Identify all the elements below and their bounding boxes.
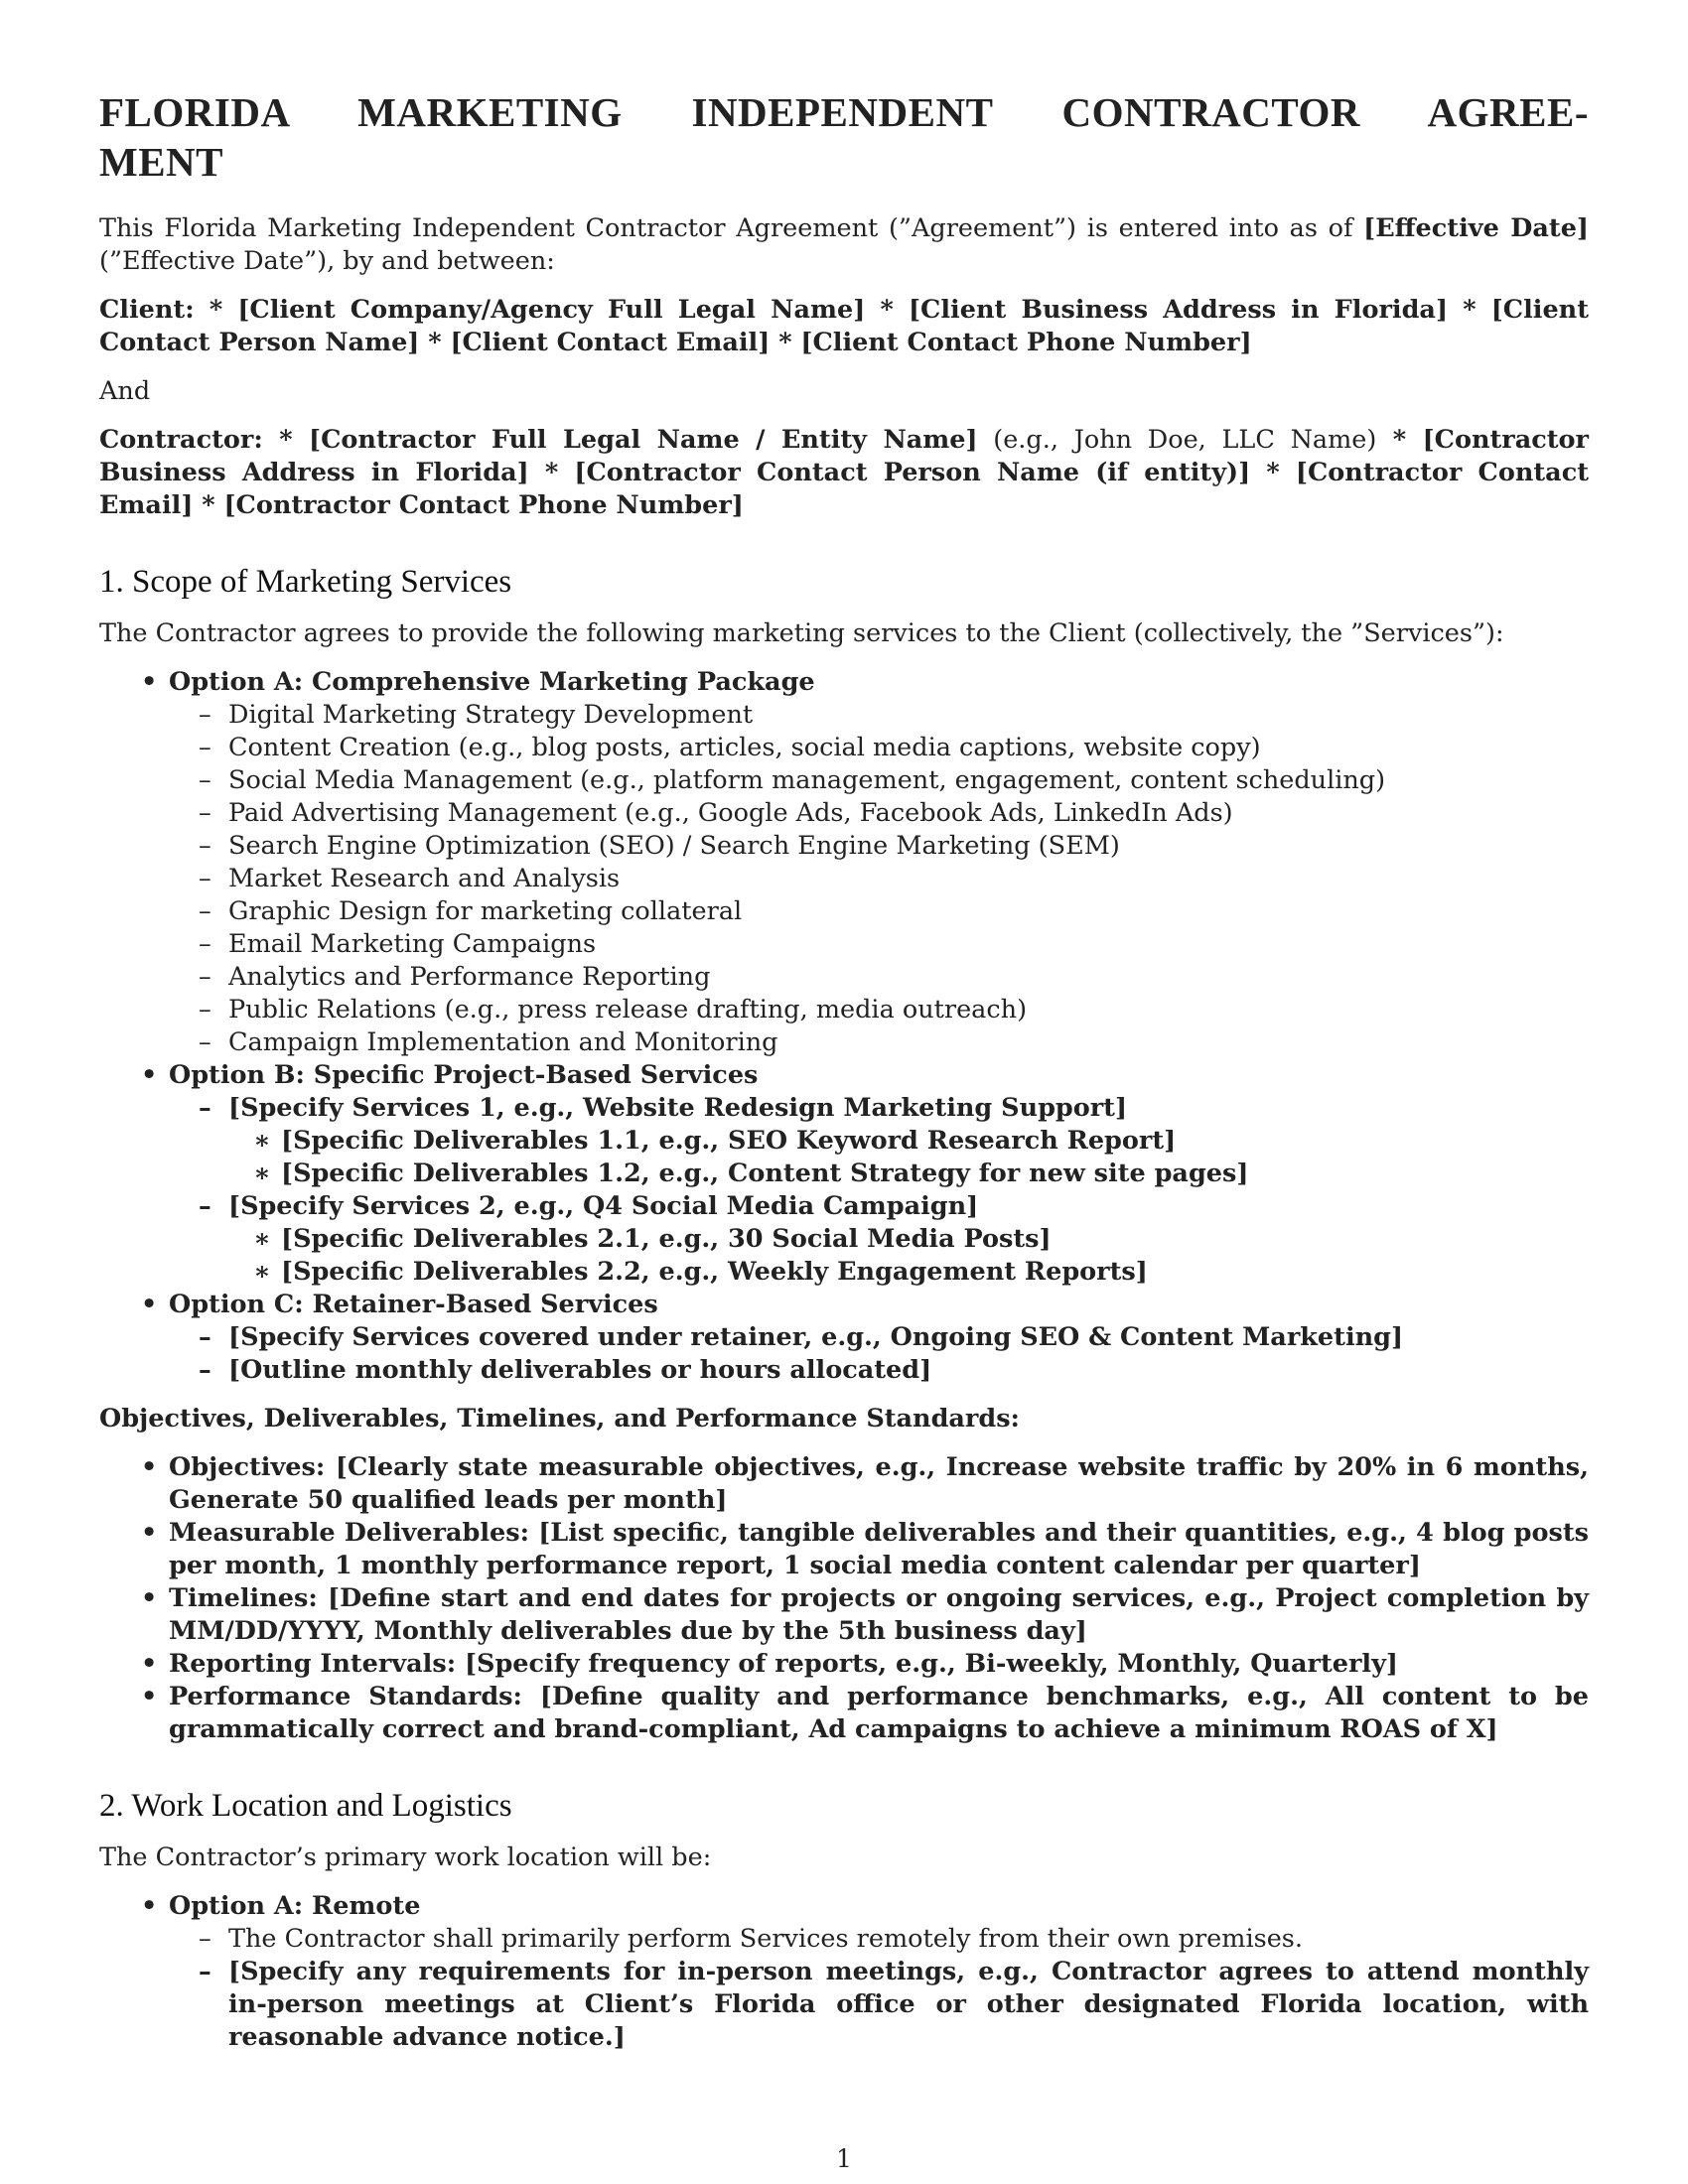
objective-item: • Performance Standards: [Define quality and performance benchmarks, e.g., All content to be grammatically correct and brand-compliant, Ad campaigns to achieve a minimum ROAS of X]	[99, 1681, 1589, 1746]
intro-text-pre: This Florida Marketing Independent Contractor Agreement (”Agreement”) is entered into as of	[99, 213, 1364, 243]
list-item: – Market Research and Analysis	[99, 863, 1589, 895]
list-item: – Campaign Implementation and Monitoring	[99, 1026, 1589, 1059]
contractor-details-1: * [Contractor Full Legal Name / Entity Name]	[262, 425, 978, 455]
effective-date-placeholder: [Effective Date]	[1363, 213, 1589, 243]
page-number: 1	[836, 2144, 852, 2173]
objective-item: • Measurable Deliverables: [List specific, tangible deliverables and their quantities, e.g., 4 blog posts per month, 1 monthly performance report, 1 social media content calendar per quarter]	[99, 1517, 1589, 1582]
document-title-line2: MENT	[99, 139, 223, 185]
intro-paragraph	[99, 212, 1589, 278]
list-item: – Analytics and Performance Reporting	[99, 961, 1589, 994]
option-b-deliverable-1-1: ∗ [Specific Deliverables 1.1, e.g., SEO Keyword Research Report]	[99, 1125, 1589, 1158]
remote-item-1: – The Contractor shall primarily perform Services remotely from their own premises.	[99, 1923, 1589, 1956]
section-2-intro: The Contractor’s primary work location will be:	[99, 1843, 712, 1872]
section-1-intro: The Contractor agrees to provide the following marketing services to the Client (collectively, the ”Services”):	[99, 618, 1504, 648]
option-b-deliverable-1-2: ∗ [Specific Deliverables 1.2, e.g., Content Strategy for new site pages]	[99, 1158, 1589, 1190]
option-c-item-2: – [Outline monthly deliverables or hours allocated]	[99, 1354, 1589, 1387]
option-b-deliverable-2-2: ∗ [Specific Deliverables 2.2, e.g., Weekly Engagement Reports]	[99, 1256, 1589, 1289]
objective-item: • Objectives: [Clearly state measurable objectives, e.g., Increase website traffic by 20% in 6 months, Generate 50 qualified leads per month]	[99, 1451, 1589, 1517]
remote-item-2: – [Specify any requirements for in-person meetings, e.g., Contractor agrees to attend monthly in-person meetings at Client’s Florida office or other designated Florida location, with reasonable advance notice.]	[99, 1956, 1589, 2054]
list-item: – Paid Advertising Management (e.g., Google Ads, Facebook Ads, LinkedIn Ads)	[99, 797, 1589, 830]
list-item: – Graphic Design for marketing collateral	[99, 895, 1589, 928]
option-a-label: • Option A: Comprehensive Marketing Package	[99, 666, 1589, 699]
list-item: – Email Marketing Campaigns	[99, 928, 1589, 961]
objectives-heading: Objectives, Deliverables, Timelines, and Performance Standards:	[99, 1404, 1020, 1433]
client-details: * [Client Company/Agency Full Legal Name] * [Client Business Address in Florida] * [Client Contact Person Name] * [Client Contact Email] * [Client Contact Phone Number]	[99, 295, 1589, 357]
client-block	[99, 294, 1589, 359]
work-location-list	[99, 1890, 1589, 2054]
option-c-label: • Option C: Retainer-Based Services	[99, 1289, 1589, 1321]
intro-text-post: (”Effective Date”), by and between:	[99, 246, 555, 276]
client-label: Client:	[99, 295, 195, 325]
contractor-details-2: * [Contractor Business Address in Florida] * [Contractor Contact Person Name (if entity)] * [Contractor Contact Email] * [Contractor Contact Phone Number]	[99, 425, 1589, 520]
services-options-list	[99, 666, 1589, 1387]
option-b-deliverable-2-1: ∗ [Specific Deliverables 2.1, e.g., 30 Social Media Posts]	[99, 1223, 1589, 1256]
objectives-list	[99, 1451, 1589, 1746]
document-title-line1: FLORIDA MARKETING INDEPENDENT CONTRACTOR AGREE-	[99, 89, 1589, 135]
option-b-service-2: – [Specify Services 2, e.g., Q4 Social Media Campaign]	[99, 1190, 1589, 1223]
list-item: – Public Relations (e.g., press release drafting, media outreach)	[99, 994, 1589, 1026]
and-text: And	[99, 376, 151, 406]
list-item: – Content Creation (e.g., blog posts, articles, social media captions, website copy)	[99, 732, 1589, 764]
remote-option-label: • Option A: Remote	[99, 1890, 1589, 1923]
list-item: – Digital Marketing Strategy Development	[99, 699, 1589, 732]
document-page	[99, 87, 1589, 2070]
option-b-service-1: – [Specify Services 1, e.g., Website Redesign Marketing Support]	[99, 1092, 1589, 1125]
list-item: – Social Media Management (e.g., platform management, engagement, content scheduling)	[99, 764, 1589, 797]
section-1-heading: 1. Scope of Marketing Services	[99, 564, 512, 600]
objective-item: • Reporting Intervals: [Specify frequency of reports, e.g., Bi-weekly, Monthly, Quarterly]	[99, 1648, 1589, 1681]
list-item: – Search Engine Optimization (SEO) / Search Engine Marketing (SEM)	[99, 830, 1589, 863]
contractor-example: (e.g., John Doe, LLC Name)	[977, 425, 1377, 455]
contractor-block	[99, 424, 1589, 522]
contractor-label: Contractor:	[99, 425, 263, 455]
option-b-label: • Option B: Specific Project-Based Services	[99, 1059, 1589, 1092]
option-c-item-1: – [Specify Services covered under retainer, e.g., Ongoing SEO & Content Marketing]	[99, 1321, 1589, 1354]
objective-item: • Timelines: [Define start and end dates for projects or ongoing services, e.g., Project completion by MM/DD/YYYY, Monthly deliverables due by the 5th business day]	[99, 1582, 1589, 1648]
section-2-heading: 2. Work Location and Logistics	[99, 1788, 512, 1824]
